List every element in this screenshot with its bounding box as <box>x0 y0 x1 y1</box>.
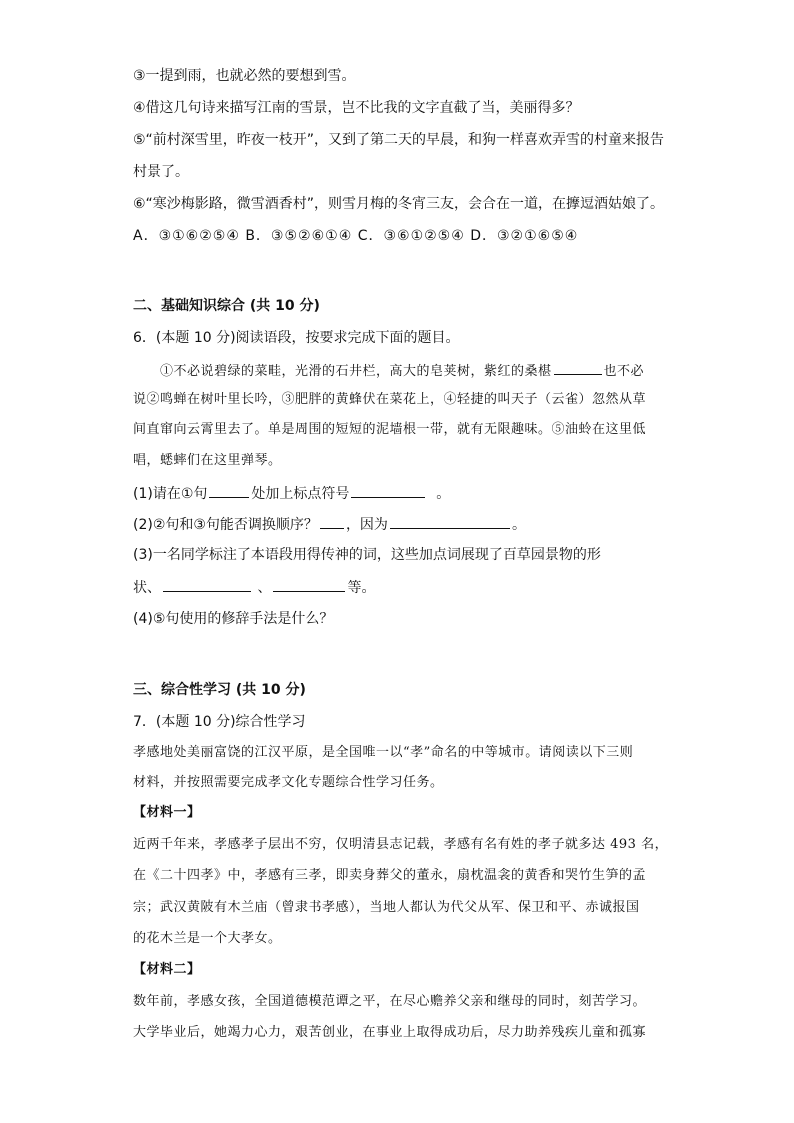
answer-blank[interactable] <box>390 514 510 529</box>
material-2-line-1: 数年前，孝感女孩，全国道德模范谭之平，在尽心赡养父亲和继母的同时，刻苦学习。 <box>133 994 647 1009</box>
answer-blank[interactable] <box>209 483 249 498</box>
subquestion-3-line-2 <box>133 577 375 598</box>
subquestion-text: 。 <box>511 517 526 533</box>
question-6-title: 6．(本题 10 分)阅读语段，按要求完成下面的题目。 <box>133 330 460 346</box>
passage-line-2: 说②鸣蝉在树叶里长吟，③肥胖的黄蜂伏在菜花上，④轻捷的叫天子（云雀）忽然从草 <box>133 392 647 407</box>
subquestion-3-line-1: (3)一名同学标注了本语段用得传神的词，这些加点词展现了百草园景物的形 <box>133 547 601 563</box>
intro-line-1: 孝感地处美丽富饶的江汉平原，是全国唯一以“孝”命名的中等城市。请阅读以下三则 <box>133 745 634 760</box>
sentence-5-line-1: ⑤“前村深雪里，昨夜一枝开”，又到了第二天的早晨，和狗一样喜欢弄雪的村童来报告 <box>133 132 665 148</box>
answer-blank[interactable] <box>320 514 344 529</box>
passage-line-1 <box>160 360 644 382</box>
subquestion-text: 状、 <box>133 580 161 596</box>
intro-line-2: 材料，并按照需要完成孝文化专题综合性学习任务。 <box>133 775 444 790</box>
passage-text: 也不必 <box>603 364 645 379</box>
passage-text: ①不必说碧绿的菜畦，光滑的石井栏，高大的皂荚树，紫红的桑椹 <box>160 364 552 379</box>
passage-line-3: 间直窜向云霄里去了。单是周围的短短的泥墙根一带，就有无限趣味。⑤油蛉在这里低 <box>133 422 647 437</box>
passage-line-4: 唱，蟋蟀们在这里弹琴。 <box>133 453 282 468</box>
material-1-line-2: 在《二十四孝》中，孝感有三孝，即卖身葬父的董永，扇枕温衾的黄香和哭竹生笋的孟 <box>133 868 647 883</box>
subquestion-text: 。 <box>436 486 451 502</box>
subquestion-4: (4)⑤句使用的修辞手法是什么？ <box>133 611 334 627</box>
answer-blank[interactable] <box>554 360 602 375</box>
subquestion-text: (2)②句和③句能否调换顺序？ <box>133 517 318 533</box>
sentence-3: ③一提到雨，也就必然的要想到雪。 <box>133 68 356 84</box>
sentence-4: ④借这几句诗来描写江南的雪景，岂不比我的文字直截了当，美丽得多？ <box>133 100 580 116</box>
section-3-heading: 三、综合性学习 (共 10 分) <box>133 682 306 698</box>
sentence-6: ⑥“寒沙梅影路，微雪酒香村”，则雪月梅的冬宵三友，会合在一道，在擵逗酒姑娘了。 <box>133 196 665 212</box>
subquestion-text: 等。 <box>347 580 376 596</box>
material-2-label: 【材料二】 <box>133 962 201 977</box>
material-1-line-4: 的花木兰是一个大孝女。 <box>133 931 282 946</box>
subquestion-text: 、 <box>257 580 272 596</box>
subquestion-1 <box>133 483 450 504</box>
subquestion-2 <box>133 514 526 535</box>
answer-choices: A．③①⑥②⑤④ B．③⑤②⑥①④ C．③⑥①②⑤④ D．③②①⑥⑤④ <box>133 228 579 244</box>
material-1-line-1: 近两千年来，孝感孝子层出不穷，仅明清县志记载，孝感有名有姓的孝子就多达 493 名， <box>133 837 669 852</box>
subquestion-text: 处加上标点符号 <box>251 486 350 502</box>
material-1-line-3: 宗；武汉黄陂有木兰庙（曾隶书孝感），当地人都认为代父从军、保卫和平、赤诚报国 <box>133 900 640 915</box>
subquestion-text: (1)请在①句 <box>133 486 208 502</box>
answer-blank[interactable] <box>351 483 425 498</box>
section-2-heading: 二、基础知识综合 (共 10 分) <box>133 298 320 314</box>
answer-blank[interactable] <box>273 577 345 592</box>
answer-blank[interactable] <box>163 577 251 592</box>
subquestion-text: ，因为 <box>345 517 388 533</box>
material-2-line-2: 大学毕业后，她竭力心力，艰苦创业，在事业上取得成功后，尽力助养残疾儿童和孤寡 <box>133 1025 647 1040</box>
material-1-label: 【材料一】 <box>133 805 201 820</box>
sentence-5-line-2: 村景了。 <box>133 164 189 180</box>
question-7-title: 7．(本题 10 分)综合性学习 <box>133 714 306 730</box>
